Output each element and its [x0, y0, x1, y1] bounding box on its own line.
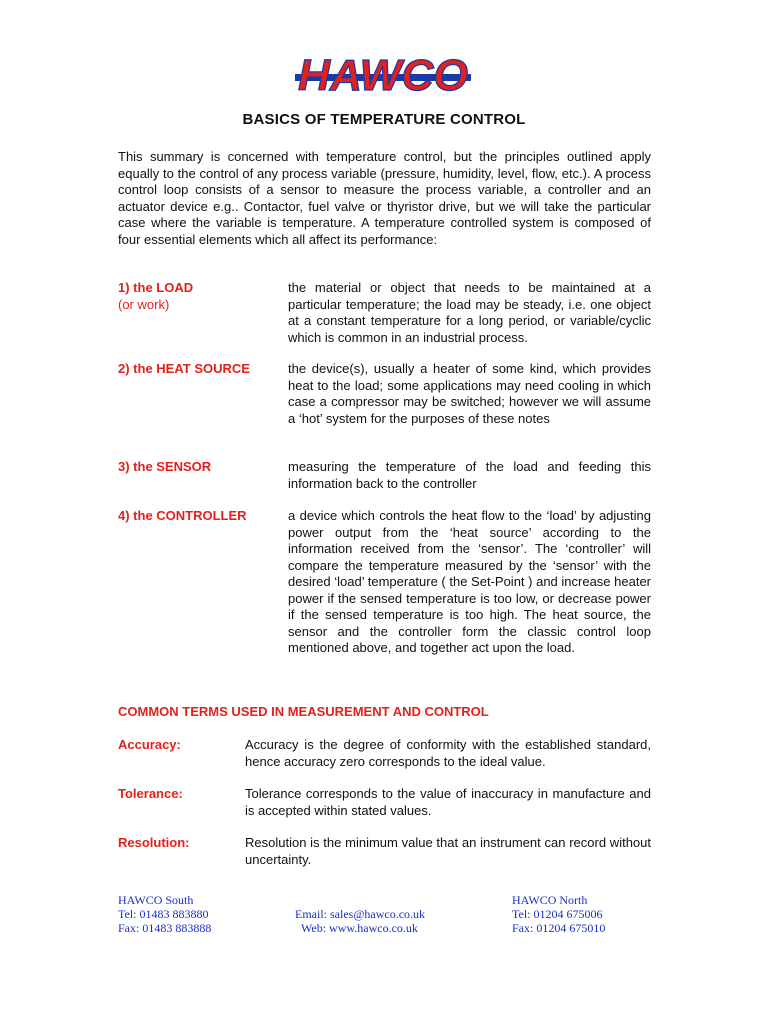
term-text-resolution: Resolution is the minimum value that an instrument can record without uncertainty.: [245, 835, 651, 867]
element-term: [118, 508, 283, 525]
term-text-tolerance: Tolerance corresponds to the value of inaccuracy in manufacture and is accepted within stated values.: [245, 786, 651, 818]
term-text-accuracy: Accuracy is the degree of conformity with the established standard, hence accuracy zero corresponds to the ideal value.: [245, 737, 651, 769]
element-term-label: 3) the SENSOR: [118, 459, 212, 474]
element-term-label: 4) the CONTROLLER: [118, 508, 247, 523]
hawco-logo: [295, 50, 471, 96]
footer-contact: [295, 907, 425, 935]
page-title: BASICS OF TEMPERATURE CONTROL: [242, 111, 526, 128]
footer-north-name: HAWCO North: [512, 893, 588, 907]
footer-south-name: HAWCO South: [118, 893, 194, 907]
term-label-accuracy: Accuracy:: [118, 737, 181, 752]
term-label-resolution: Resolution:: [118, 835, 190, 850]
footer-web[interactable]: Web: www.hawco.co.uk: [301, 921, 418, 935]
term-label-tolerance: Tolerance:: [118, 786, 183, 801]
element-term-label: 1) the LOAD: [118, 280, 194, 295]
element-description: the device(s), usually a heater of some kind, which provides heat to the load; some applications may need cooling in which case a compressor may be switched; however we will assume a ‘hot’ system for the purposes of these notes: [288, 361, 651, 426]
footer-north: [512, 893, 605, 935]
logo-text: HAWCO: [298, 51, 468, 96]
footer-south-fax: Fax: 01483 883888: [118, 921, 212, 935]
element-term: [118, 459, 283, 476]
footer-north-tel: Tel: 01204 675006: [512, 907, 603, 921]
element-term-label: 2) the HEAT SOURCE: [118, 361, 250, 376]
element-term: [118, 280, 283, 313]
footer-email[interactable]: Email: sales@hawco.co.uk: [295, 907, 426, 921]
element-description: a device which controls the heat flow to the ‘load’ by adjusting power output from the ‘heat source’ according to the information received from the ‘sensor’. The ‘controller’ will compare the temperature measured by the ‘sensor’ with the desired ‘load’ temperature ( the Set-Point ) and increase heater power if the sensed temperature is too low, or decrease power if the sensed temperature is too high. The heat source, the sensor and the controller form the classic control loop mentioned above, and together act upon the load.: [288, 508, 651, 655]
element-term: [118, 361, 283, 378]
element-description: measuring the temperature of the load and feeding this information back to the controller: [288, 459, 651, 491]
element-term-sub: (or work): [118, 296, 170, 312]
element-description: the material or object that needs to be maintained at a particular temperature; the load may be steady, i.e. one object at a constant temperature for a long period, or variable/cyclic which is common in an industrial process.: [288, 280, 651, 345]
section-heading: COMMON TERMS USED IN MEASUREMENT AND CONTROL: [118, 704, 489, 719]
intro-paragraph: This summary is concerned with temperature control, but the principles outlined apply equally to the control of any process variable (pressure, humidity, level, flow, etc.). A process control loop consists of a sensor to measure the process variable, a controller and an actuator device e.g.. Contactor, fuel valve or thyristor drive, but we will take the particular case where the variable is temperature. A temperature controlled system is composed of four essential elements which all affect its performance:: [118, 149, 651, 247]
footer-south-tel: Tel: 01483 883880: [118, 907, 209, 921]
footer-south: [118, 893, 211, 935]
footer-north-fax: Fax: 01204 675010: [512, 921, 606, 935]
